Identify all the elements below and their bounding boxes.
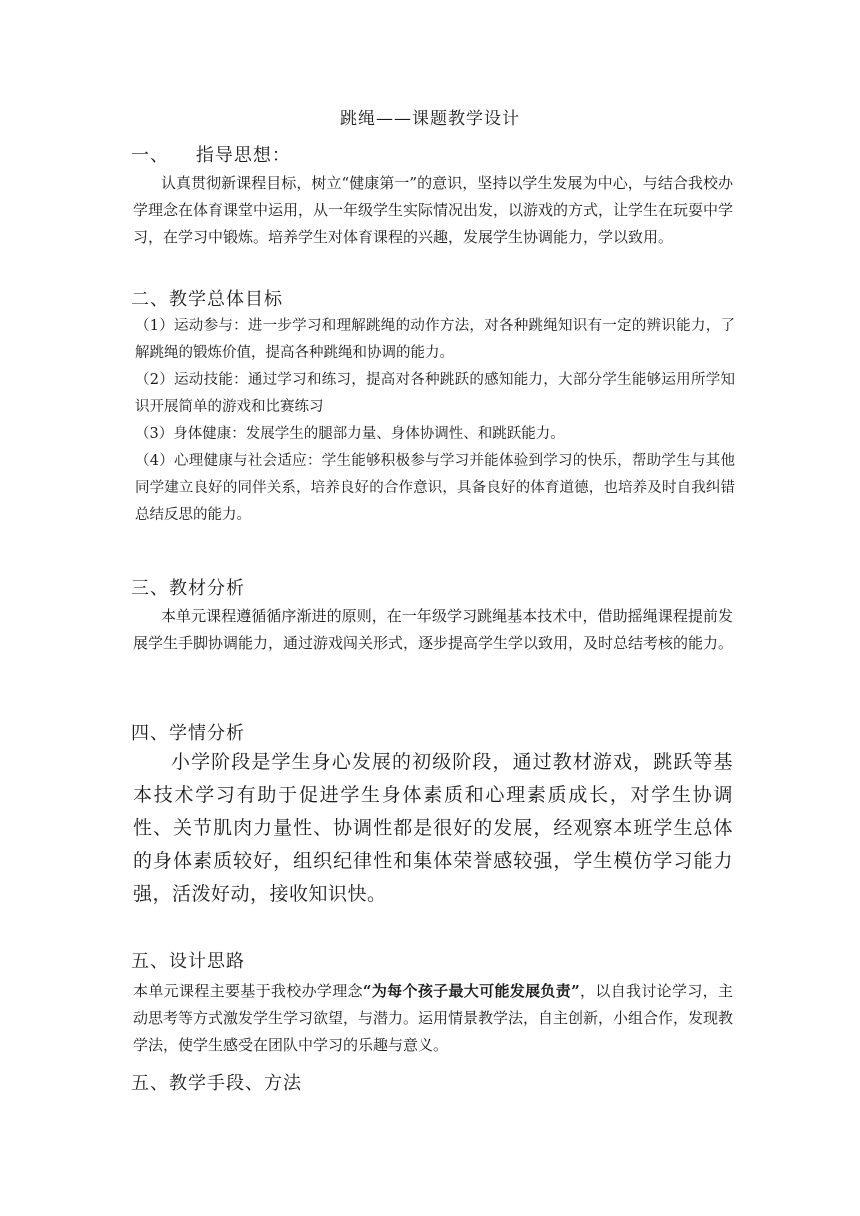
paragraph: 本单元课程遵循循序渐进的原则，在一年级学习跳绳基本技术中，借助摇绳课程提前发展学生手脚协调能力，通过游戏闯关形式，逐步提高学生学以致用，及时总结考核的能力。 [133, 607, 734, 652]
goal-item: （1）运动参与：进一步学习和理解跳绳的动作方法，对各种跳绳知识有一定的辨识能力，了解跳绳的锻炼价值，提高各种跳绳和协调的能力。 [135, 318, 735, 361]
paragraph: 小学阶段是学生身心发展的初级阶段，通过教材游戏，跳跃等基本技术学习有助于促进学生身体素质和心理素质成长，对学生协调性、关节肌肉力量性、协调性都是很好的发展，经观察本班学生总体的身体素质较好，组织纪律性和集体荣誉感较强，学生模仿学习能力强，活泼好动，接收知识快。 [133, 751, 733, 905]
goal-item: （3）身体健康：发展学生的腿部力量、身体协调性、和跳跃能力。 [135, 426, 565, 442]
section-heading-overall-goals: 二、教学总体目标 [131, 289, 283, 310]
text-run: ，以自我讨论学习，主动思考等方式激发学生学习欲望，与潜力。运用情景教学法，自主创新，小组合作，发现教学法，使学生感受在团队中学习的乐趣与意义。 [133, 982, 734, 1054]
section-body-overall-goals [135, 313, 735, 529]
paragraph [133, 978, 733, 1059]
paragraph: 认真贯彻新课程目标，树立“健康第一”的意识，坚持以学生发展为中心，与结合我校办学理念在体育课堂中运用，从一年级学生实际情况出发，以游戏的方式，让学生在玩耍中学习，在学习中锻炼。培养学生对体育课程的兴趣，发展学生协调能力，学以致用。 [133, 174, 734, 246]
section-heading-design-idea: 五、设计思路 [131, 951, 245, 972]
section-body-design-idea [133, 978, 733, 1059]
section-heading-guiding-ideology: 一、 指导思想： [131, 145, 291, 166]
section-body-student-analysis [133, 746, 733, 911]
goal-item: （4）心理健康与社会适应：学生能够积极参与学习并能体验到学习的快乐，帮助学生与其他同学建立良好的同伴关系，培养良好的合作意识，具备良好的体育道德，也培养及时自我纠错总结反思的能力。 [135, 453, 735, 523]
section-heading-student-analysis: 四、学情分析 [131, 723, 245, 744]
section-heading-teaching-methods: 五、教学手段、方法 [131, 1073, 302, 1094]
section-body-material-analysis [133, 603, 733, 657]
document-title: 跳绳——课题教学设计 [340, 109, 520, 129]
section-body-guiding-ideology [133, 170, 733, 251]
section-heading-material-analysis: 三、教材分析 [131, 578, 245, 599]
school-motto: “为每个孩子最大可能发展负责” [362, 982, 580, 1000]
text-run: 本单元课程主要基于我校办学理念 [133, 982, 363, 1000]
goal-item: （2）运动技能：通过学习和练习，提高对各种跳跃的感知能力，大部分学生能够运用所学知识开展简单的游戏和比赛练习 [135, 372, 735, 415]
